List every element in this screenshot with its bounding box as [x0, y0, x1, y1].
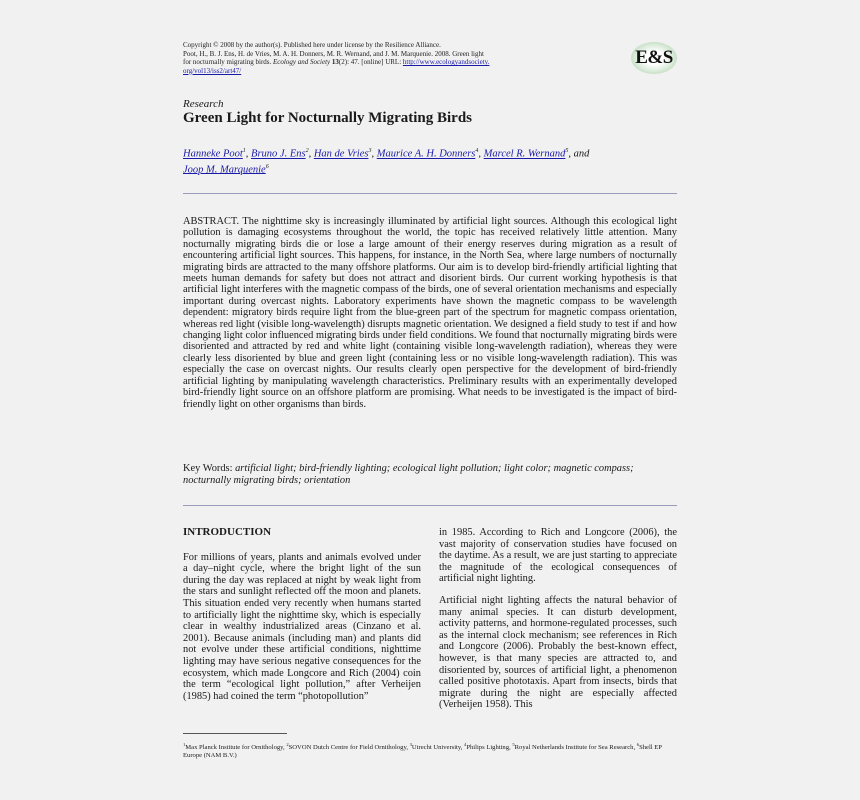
- abstract: ABSTRACT. The nighttime sky is increasingly illuminated by artificial light sources. Although this ecological light pollution is damaging ecosystems throughout the world, the topic has received relatively little attention. Many nocturnally migrating birds die or lose a large amount of their energy reserves during migration as a result of encountering artificial light sources. This happens, for instance, in the North Sea, where large numbers of nocturnally migrating birds are attracted to the many offshore platforms. Our aim is to develop bird-friendly artificial lighting that meets human demands for safety but does not attract and disorient birds. Our current working hypothesis is that artificial light interferes with the magnetic compass of the birds, one of several orientation mechanisms and especially important during overcast nights. Laboratory experiments have shown the magnetic compass to be wavelength dependent: migratory birds require light from the blue-green part of the spectrum for magnetic compass orientation, whereas red light (visible long-wavelength) disrupts magnetic orientation. We designed a field study to test if and how changing light color influenced migrating birds under field conditions. We found that nocturnally migrating birds were disoriented and attracted by red and white light (containing visible long-wavelength radiation), whereas they were clearly less disoriented by blue and green light (containing less or no visible long-wavelength radiation). This was especially the case on overcast nights. Our results clearly open perspective for the development of bird-friendly artificial lighting by manipulating wavelength characteristics. Preliminary results with an experimentally developed bird-friendly light source on an offshore platform are promising. What needs to be investigated is the impact of bird-friendly light on other organisms than birds.: [183, 216, 677, 410]
- author-affiliation-mark: 1: [242, 148, 246, 154]
- author-name[interactable]: Han de Vries: [313, 148, 369, 160]
- footnote-affiliation: Max Planck Institute for Ornithology,: [185, 744, 287, 752]
- journal-name: Ecology and Society: [273, 58, 331, 67]
- introduction-heading: INTRODUCTION: [183, 526, 272, 538]
- left-column: [183, 527, 421, 712]
- footnote-mark: 1: [183, 742, 186, 747]
- author-affiliation-mark: 6: [265, 163, 269, 170]
- article-url-link[interactable]: http://www.ecologyandsociety.: [402, 58, 490, 67]
- volume-number: 13: [330, 58, 339, 67]
- footnote-mark: 3: [409, 742, 412, 747]
- keywords: [183, 463, 677, 487]
- section-label: Research: [183, 98, 224, 110]
- divider-rule: [183, 193, 677, 194]
- article-url-link-cont[interactable]: org/vol13/iss2/art47/: [183, 66, 242, 75]
- footnote-mark: 4: [464, 742, 467, 747]
- journal-logo-text: E&S: [635, 47, 673, 68]
- author-affiliation-mark: 4: [475, 148, 479, 154]
- author-name[interactable]: Bruno J. Ens: [251, 148, 306, 160]
- paragraph: For millions of years, plants and animals evolved under a day–night cycle, where the bright light of the sun during the day was replaced at night by weak light from the stars and sunlight reflected off the moon and planets. This situation ended very recently when humans started to artificially light the nighttime sky, which is especially clear in wealthy industrialized areas (Cinzano et al. 2001). Because animals (including man) and plants did not evolve under these artificial conditions, nighttime lighting may have serious negative consequences for the ecosystem, which made Longcore and Rich (2004) coin the term “ecological light pollution,” after Verheijen (1985) had coined the term “photopollution”: [183, 551, 421, 702]
- keywords-label: Key Words:: [183, 463, 236, 474]
- author-separator: , and: [568, 148, 590, 160]
- author-name[interactable]: Hanneke Poot: [183, 148, 243, 160]
- citation-issue: (2): 47. [online] URL:: [338, 58, 403, 67]
- footnote-rule: [183, 733, 287, 734]
- paragraph: Artificial night lighting affects the natural behavior of many animal species. It can disturb development, activity patterns, and hormone-regulated processes, such as the internal clock mechanism; see references in Rich and Longcore (2006). Probably the best-known effect, however, is that many species are attracted to, and disoriented by, sources of artificial light, a phenomenon called positive phototaxis. Apart from insects, birds that migrate during the night are especially affected (Verheijen 1958). This: [439, 594, 677, 711]
- copyright-line-1: Copyright © 2008 by the author(s). Published here under license by the Resilience Alliance.: [183, 41, 441, 49]
- author-name[interactable]: Joop M. Marquenie: [183, 164, 266, 175]
- footnote-affiliation: Royal Netherlands Institute for Sea Research,: [514, 744, 637, 752]
- author-list: [183, 145, 673, 176]
- copyright-notice: [183, 41, 583, 75]
- footnote-mark: 6: [636, 742, 640, 747]
- author-name[interactable]: Maurice A. H. Donners: [376, 148, 476, 160]
- footnote-mark: 5: [512, 742, 515, 747]
- author-separator: ,: [371, 148, 377, 160]
- author-name[interactable]: Marcel R. Wernand: [483, 148, 566, 160]
- author-affiliation-mark: 5: [565, 148, 569, 154]
- author-affiliation-mark: 3: [368, 148, 372, 154]
- author-separator: ,: [308, 148, 314, 160]
- footnote-affiliation: SOVON Dutch Centre for Field Ornithology,: [288, 744, 410, 752]
- author-separator: ,: [245, 148, 252, 160]
- footnote-mark: 2: [286, 742, 289, 747]
- footnote-affiliation: Utrecht University,: [411, 744, 465, 752]
- author-affiliation-mark: 2: [305, 148, 309, 154]
- article-title: Green Light for Nocturnally Migrating Birds: [183, 110, 473, 126]
- divider-rule: [183, 505, 677, 506]
- citation-line-1: Poot, H., B. J. Ens, H. de Vries, M. A. H. Donners, M. R. Wernand, and J. M. Marquenie. 2008. Green light: [183, 49, 484, 58]
- paragraph: in 1985. According to Rich and Longcore (2006), the vast majority of conservation studies have focused on the daytime. As a result, we are just starting to appreciate the magnitude of the ecological consequences of artificial night lighting.: [439, 527, 677, 585]
- right-column: [439, 527, 677, 721]
- journal-logo: [631, 42, 677, 74]
- affiliations-footnote: [183, 741, 679, 760]
- footnote-affiliation: Philips Lighting,: [466, 744, 513, 752]
- author-separator: ,: [478, 148, 484, 160]
- footnote-affiliation: Shell EP Europe (NAM B.V.): [183, 744, 662, 760]
- citation-text: for nocturnally migrating birds.: [183, 58, 274, 67]
- citation-line-2: [183, 58, 583, 67]
- citation-line-3: [183, 67, 583, 76]
- keywords-list: artificial light; bird-friendly lighting; ecological light pollution; light color; magnetic compass; nocturnally migrating birds; orientation: [183, 463, 634, 486]
